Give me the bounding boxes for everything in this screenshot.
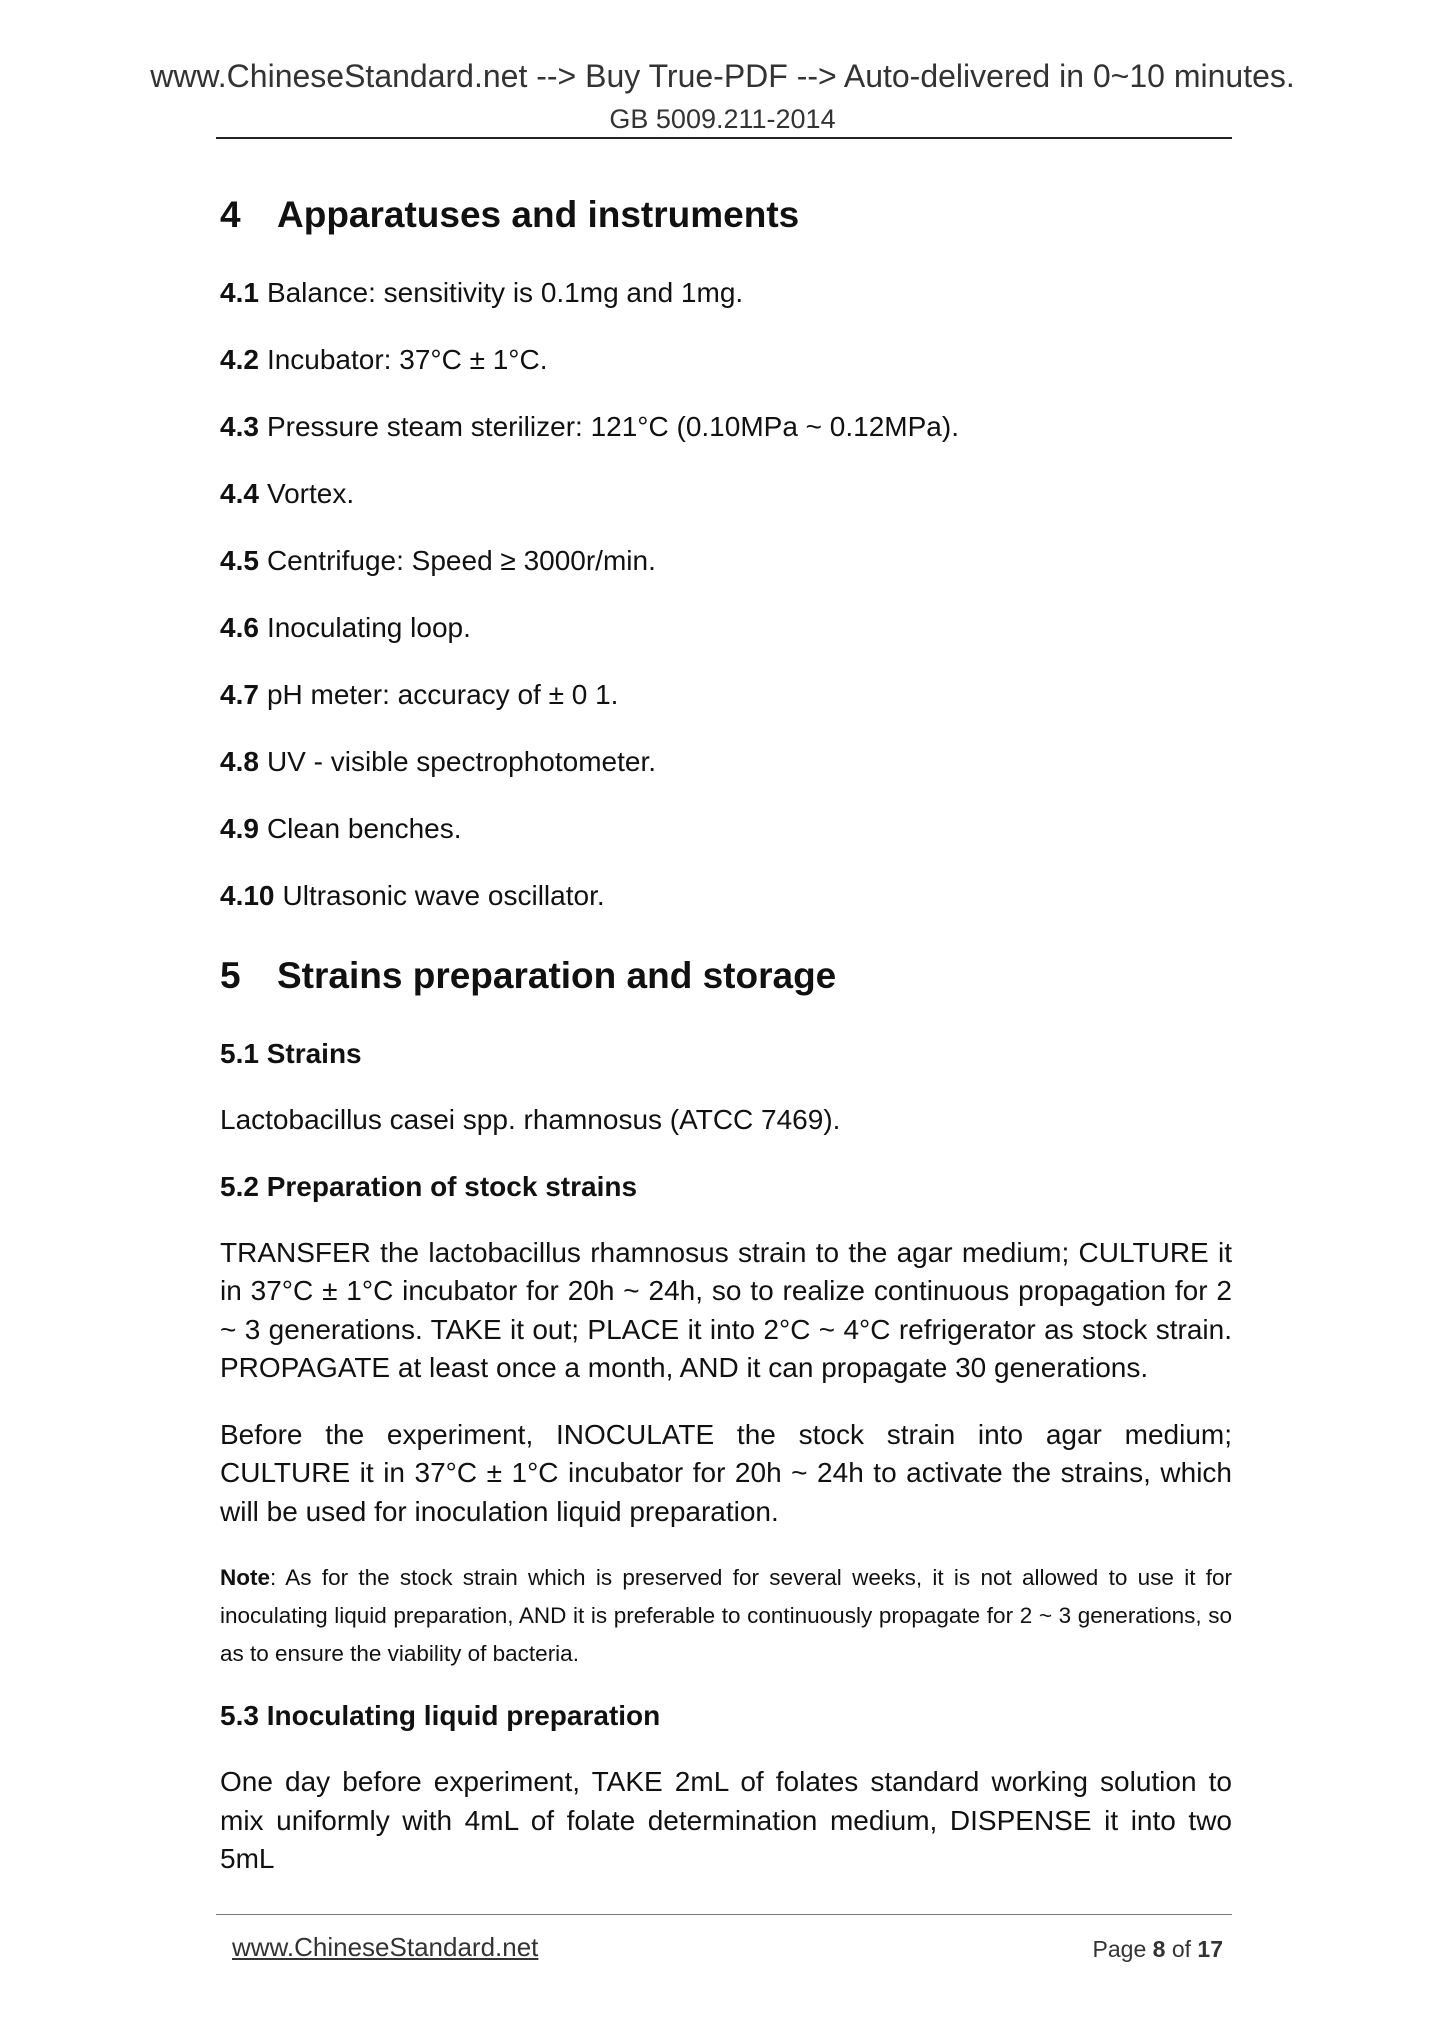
item-text: Clean benches. xyxy=(266,813,462,844)
note-text: : As for the stock strain which is preserved for several weeks, it is not allowed to use it for inoculating liquid preparation, AND it is preferable to continuously propagate for 2 ~ 3 generations, so as to ensure the viability of bacteria. xyxy=(220,1565,1232,1666)
page-total: 17 xyxy=(1197,1936,1223,1962)
list-item xyxy=(220,408,1232,446)
item-text: Ultrasonic wave oscillator. xyxy=(282,880,605,911)
page-body xyxy=(220,190,1232,1907)
item-text: Centrifuge: Speed ≥ 3000r/min. xyxy=(266,545,656,576)
item-text: Balance: sensitivity is 0.1mg and 1mg. xyxy=(266,277,744,308)
note-label: Note xyxy=(220,1565,270,1590)
item-number: 4.3 xyxy=(220,411,259,442)
list-item xyxy=(220,609,1232,647)
list-item xyxy=(220,877,1232,915)
item-number: 4.5 xyxy=(220,545,259,576)
item-number: 4.10 xyxy=(220,880,275,911)
list-item xyxy=(220,743,1232,781)
section-title: Strains preparation and storage xyxy=(277,955,837,996)
section-number: 5 xyxy=(220,955,241,996)
page-current: 8 xyxy=(1152,1936,1166,1962)
subsection-5-2-heading: 5.2 Preparation of stock strains xyxy=(220,1170,638,1202)
item-number: 4.4 xyxy=(220,478,259,509)
list-item xyxy=(220,475,1232,513)
footer-divider xyxy=(216,1914,1232,1915)
footer-website-link[interactable]: www.ChineseStandard.net xyxy=(232,1932,539,1962)
list-item xyxy=(220,810,1232,848)
item-number: 4.6 xyxy=(220,612,259,643)
item-text: Vortex. xyxy=(266,478,355,509)
item-text: Incubator: 37°C ± 1°C. xyxy=(266,344,548,375)
item-text: UV - visible spectrophotometer. xyxy=(266,746,656,777)
item-number: 4.1 xyxy=(220,277,259,308)
paragraph: One day before experiment, TAKE 2mL of folates standard working solution to mix uniformly with 4mL of folate determination medium, DISPENSE it into two 5mL xyxy=(220,1766,1232,1874)
page-label: Page xyxy=(1092,1936,1147,1962)
page-of: of xyxy=(1171,1936,1192,1962)
header-divider xyxy=(216,137,1232,139)
item-number: 4.7 xyxy=(220,679,259,710)
section-number: 4 xyxy=(220,194,241,235)
paragraph: Before the experiment, INOCULATE the stock strain into agar medium; CULTURE it in 37°C ± 1°C incubator for 20h ~ 24h to activate the strains, which will be used for inoculation liquid preparation. xyxy=(220,1418,1232,1527)
paragraph: TRANSFER the lactobacillus rhamnosus strain to the agar medium; CULTURE it in 37°C ± 1°C incubator for 20h ~ 24h, so to realize continuous propagation for 2 ~ 3 generations. TAKE it out; PLACE it into 2°C ~ 4°C refrigerator as stock strain. PROPAGATE at least once a month, AND it can propagate 30 generations. xyxy=(220,1236,1232,1383)
strain-name: Lactobacillus casei spp. rhamnosus (ATCC 7469). xyxy=(220,1104,841,1135)
header-banner: www.ChineseStandard.net --> Buy True-PDF --> Auto-delivered in 0~10 minutes. xyxy=(150,58,1295,94)
item-number: 4.2 xyxy=(220,344,259,375)
item-text: Pressure steam sterilizer: 121°C (0.10MPa ~ 0.12MPa). xyxy=(266,411,959,442)
section-title: Apparatuses and instruments xyxy=(277,194,800,235)
item-number: 4.8 xyxy=(220,746,259,777)
list-item xyxy=(220,676,1232,714)
item-text: pH meter: accuracy of ± 0 1. xyxy=(266,679,619,710)
list-item xyxy=(220,542,1232,580)
subsection-5-1-heading: 5.1 Strains xyxy=(220,1038,362,1069)
note xyxy=(220,1559,1232,1673)
list-item xyxy=(220,341,1232,379)
section-4-heading xyxy=(220,190,1232,240)
standard-code: GB 5009.211-2014 xyxy=(609,104,836,134)
page-number xyxy=(1093,1936,1223,1963)
item-text: Inoculating loop. xyxy=(266,612,471,643)
section-5-heading xyxy=(220,951,1232,1001)
subsection-5-3-heading: 5.3 Inoculating liquid preparation xyxy=(220,1700,661,1731)
item-number: 4.9 xyxy=(220,813,259,844)
list-item xyxy=(220,274,1232,312)
